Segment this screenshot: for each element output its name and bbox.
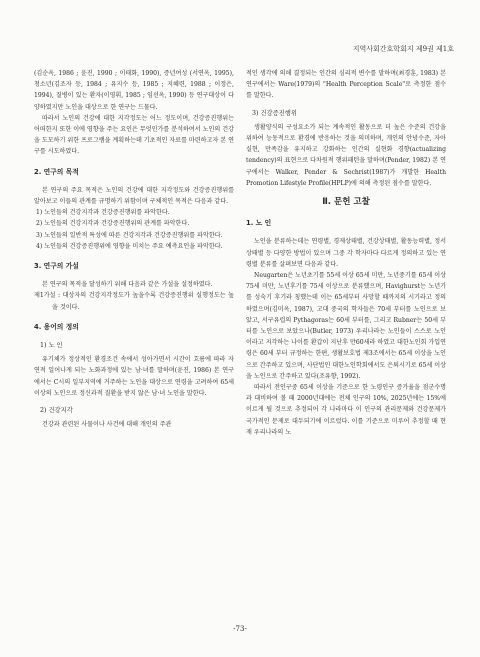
paragraph: Neugarten은 노년초기를 55세 이상 65세 미만, 노년중기를 65세 이상 75세 미만, 노년후기를 75세 이상으로 분류했으며, Havighurst는 노년기를 성숙기 후기라 칭했는데 이는 65세부터 사망할 때까지의 시기라고 정의하였으며(김미옥, 1987), 고대 중국의 학자들은 70세 부터를 노인으로 보았고, 서구유럽의 Pythagoras는 60세 부터를, 그리고 Rubner는 50세 부터를 노인으로 보았으나(Butler, 1973) 우리나라는 노인들이 스스로 노인이라고 지각하는 나이를 환갑이 지난후 만60세라 하였고 대한노인회 가입연령은 60세 부터 규정하는 한편, 생활보호법 제3조에서는 65세 이상을 노인으로 간주하고 있으며, 사단법인 대한노인학회에서도 은퇴시기로 65세 이상을 노인으로 간주하고 있다(조유향, 1992). [246, 272, 446, 380]
right-column [246, 68, 446, 438]
section-heading: 4. 용어의 정의 [34, 322, 79, 331]
paragraph: 건강과 관련된 사물이나 사건에 대해 개인의 주관 [42, 421, 172, 429]
paragraph: (김순옥, 1986 ; 윤진, 1990 ; 이태화, 1990), 증년여성 (서연옥, 1995), 청소년(김조자 등, 1984 ; 유지수 등, 1985 ; 지혜련, 1988 ; 이정은, 1994), 질병이 있는 환자(이영휘, 1985 ; 임선옥, 1990) 등 연구대상이 다양하였지만 노인을 대상으로 한 연구는 드물다. [34, 70, 234, 111]
paragraph: 적인 생각에 의해 결정되는 인간의 심리적 변수를 말하며(최경훈, 1983) 본 연구에서는 Ware(1979)의 "Health Perception Scale"로 측정한 점수를 말한다. [246, 70, 446, 100]
list-item: 3) 노인들의 일반적 특성에 따른 건강지각과 건강증진행위를 파악한다. [36, 231, 223, 239]
chapter-heading: Ⅱ. 문헌 고찰 [322, 197, 370, 208]
hypothesis: 제1가설 : 대상자의 건강지각정도가 높을수록 건강증진행위 실행정도는 높을 것이다. [34, 292, 234, 311]
section-heading: 2. 연구의 목적 [34, 167, 79, 176]
paragraph: 본 연구의 목적을 달성하기 위해 다음과 같은 가설을 설정하였다. [42, 281, 213, 289]
subsection-heading: 2) 건강지각 [40, 407, 73, 415]
left-column [34, 68, 234, 430]
paragraph: 본 연구의 주요 목적은 노인의 건강에 대한 지각정도와 건강증진행위를 알아보고 이들의 관계를 규명하기 위함이며 구체적인 목적은 다음과 같다. [34, 186, 234, 206]
paragraph: 생활양식의 구성요소가 되는 계속적인 활동으로 더 높은 수준의 건강을 위하여 능동적으로 환경에 반응하는 것을 의미하며, 개인의 안녕수준, 자아실현, 만족감을 유지하고 강화하는 인간의 실현화 경향(actualizing tendency)의 표현으로 다차원적 행위패턴을 말하며(Pender, 1982) 본 연구에서는 Walker, Pender & Sechrist(1987)가 개발한 Health Promotion Lifestyle Profile(HPLP)에 의해 측정된 점수를 말한다. [246, 123, 446, 187]
list-item: 2) 노인들의 건강지각과 건강증진행위의 관계를 파악한다. [36, 220, 190, 228]
subsection-heading: 3) 건강증진행위 [252, 109, 297, 117]
subsection-heading: 1) 노 인 [40, 342, 63, 350]
paragraph: 유기체가 정상적인 환경조건 속에서 성아가면서 시간이 흐름에 따라 자연적 일어나게 되는 노화과정에 있는 남·녀를 말하며(윤진, 1986) 본 연구에서는 C시의 일부지역에 거주하는 노인을 대상으로 연령을 고려하여 65세 이상의 노인으로 정신과적 질환을 받지 않은 남·녀 노인을 말한다. [34, 356, 234, 397]
page-number: -73- [233, 625, 247, 633]
section-heading: 3. 연구의 가설 [34, 262, 79, 271]
paragraph: 따라서 전인구중 65세 이상을 기준으로 한 노령인구 증가율을 점군수명과 대비하여 볼 때 2000년대에는 전체 인구의 10%, 2025년에는 15%에 이르게 될 것으로 추정되어 각 나라마다 이 인구의 관리문제와 건강문제가 국가적인 문제로 대두되기에 이르렀다. 이를 기준으로 미루어 추정할 때 현재 우리나라의 노 [246, 384, 446, 436]
list-item: 1) 노인들의 건강지각과 건강증진행위를 파악한다. [36, 209, 170, 217]
paragraph: 노인을 분류하는데는 연령별, 경제상태별, 건강상태별, 활동능력별, 정서상태별 등 다양한 방법이 있으며 그중 각 학자마다 다르게 정의하고 있는 연령별 분류를 살펴보면 다음과 같다. [246, 238, 446, 268]
list-item: 4) 노인들의 건강증진행위에 영향을 미치는 주요 예측요인을 파악한다. [36, 242, 223, 250]
paragraph: 따라서 노인의 건강에 대한 지각정도는 어느 정도이며, 건강증진행위는 어떠한지 또한 이에 영향을 주는 요인은 무엇인가를 분석하여서 노인의 건강을 도모하기 위한 프로그램을 계획하는데 기초적인 자료를 마련하고자 본 연구를 시도하였다. [34, 114, 234, 156]
journal-header: 지역사회간호학회지 제9권 제1호 [352, 45, 454, 53]
section-heading: 1. 노 인 [246, 219, 272, 228]
